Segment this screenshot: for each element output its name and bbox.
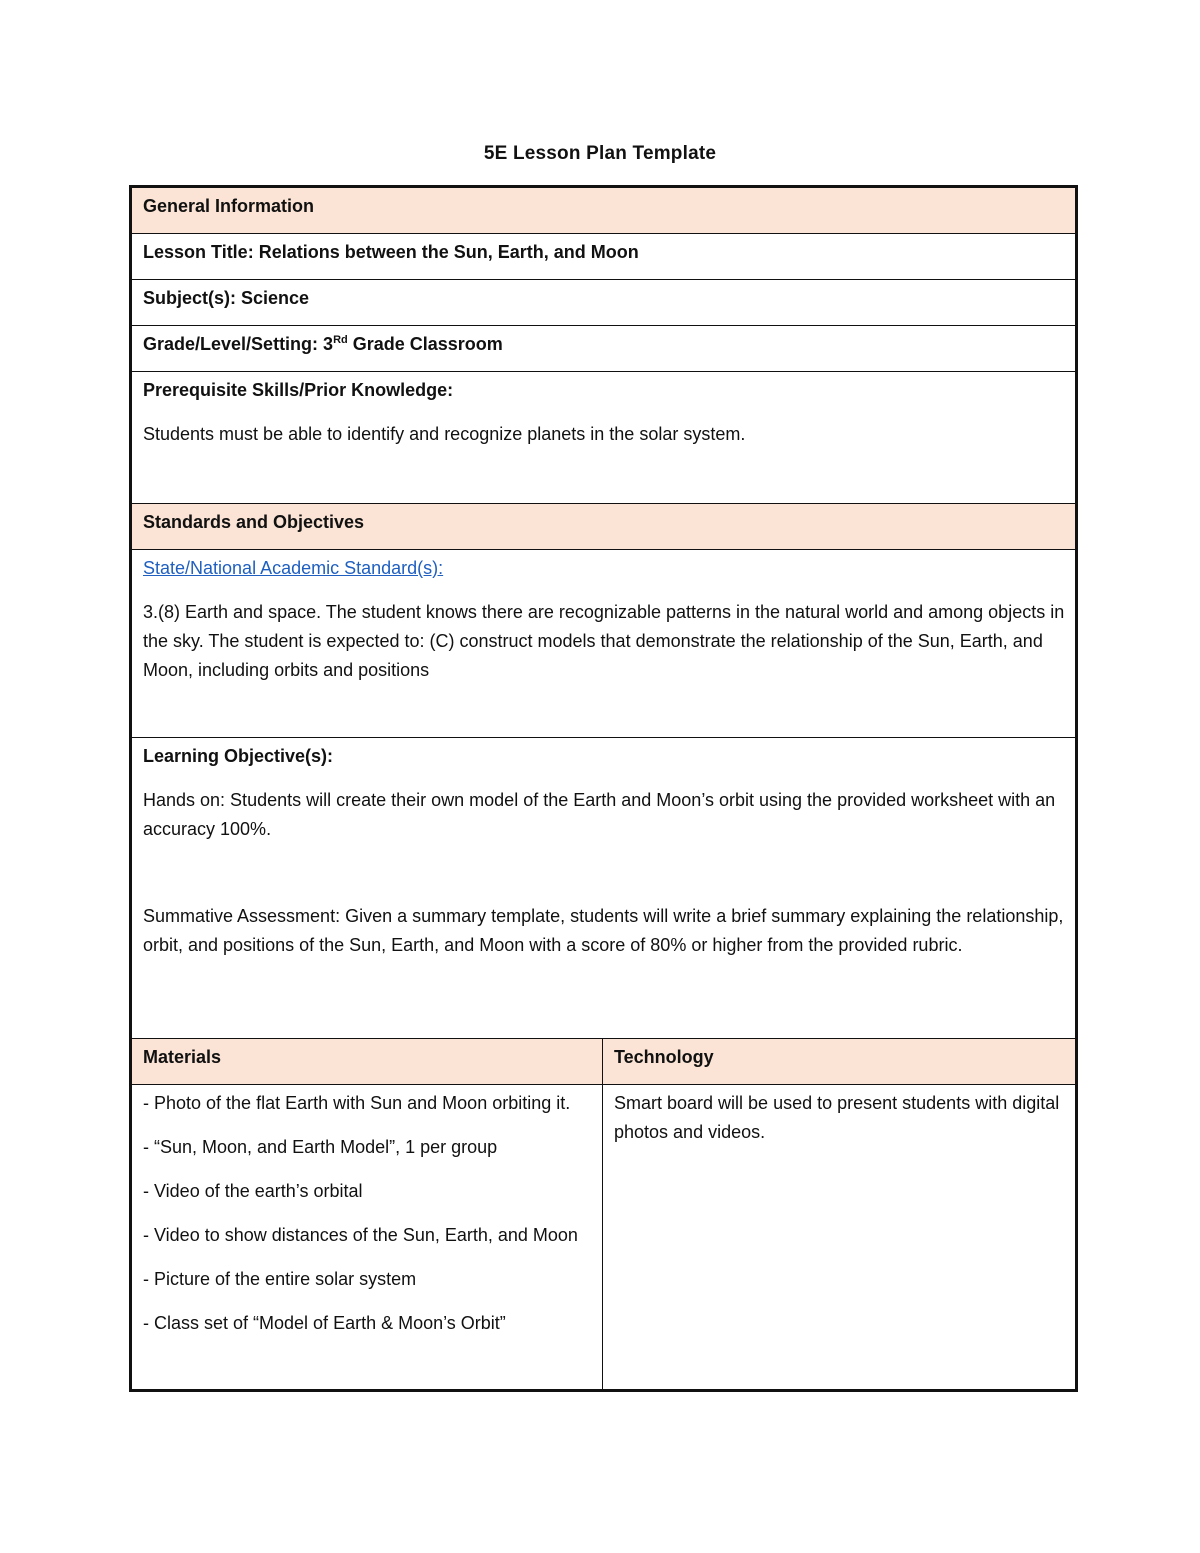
standard-cell [131,550,1077,738]
learning-objectives-row [131,738,1077,1039]
materials-cell [131,1085,603,1391]
lesson-plan-table [129,185,1078,1392]
lesson-title-row [131,234,1077,280]
academic-standard-link[interactable]: State/National Academic Standard(s): [143,558,444,578]
standards-heading: Standards and Objectives [131,504,1077,550]
hands-on-objective: Hands on: Students will create their own model of the Earth and Moon’s orbit using the provided worksheet with an accuracy 100%. [143,790,1056,839]
grade-row [131,326,1077,372]
standard-text: 3.(8) Earth and space. The student knows there are recognizable patterns in the natural world and among objects in the sky. The student is expected to: (C) construct models that demonstrate the relationship of the Sun, Earth, and Moon, including orbits and positions [143,602,1065,680]
subjects: Subject(s): Science [131,280,1077,326]
standard-row [131,550,1077,738]
material-item: - Video of the earth’s orbital [143,1181,363,1201]
page-title: 5E Lesson Plan Template [483,143,717,164]
material-item: - Picture of the entire solar system [143,1269,417,1289]
grade-prefix: Grade/Level/Setting: 3 [143,334,334,354]
prerequisite-label: Prerequisite Skills/Prior Knowledge: [143,380,454,400]
lesson-title: Lesson Title: Relations between the Sun, Earth, and Moon [131,234,1077,280]
material-item: - Class set of “Model of Earth & Moon’s Orbit” [143,1313,506,1333]
material-item: - “Sun, Moon, and Earth Model”, 1 per group [143,1137,498,1157]
materials-technology-header-row [131,1039,1077,1085]
grade-level-setting [131,326,1077,372]
general-information-header-row [131,187,1077,234]
technology-heading: Technology [603,1039,1077,1085]
grade-superscript: Rd [333,334,348,346]
material-item: - Photo of the flat Earth with Sun and Moon orbiting it. [143,1093,571,1113]
learning-objectives-cell [131,738,1077,1039]
subjects-row [131,280,1077,326]
learning-objective-label: Learning Objective(s): [143,746,334,766]
summative-assessment: Summative Assessment: Given a summary template, students will write a brief summary explaining the relationship, orbit, and positions of the Sun, Earth, and Moon with a score of 80% or higher from the provided rubric. [143,906,1064,955]
material-item: - Video to show distances of the Sun, Earth, and Moon [143,1225,578,1245]
standards-header-row [131,504,1077,550]
technology-cell [603,1085,1077,1391]
materials-heading: Materials [131,1039,603,1085]
materials-technology-row [131,1085,1077,1391]
prerequisite-cell [131,372,1077,504]
grade-suffix: Grade Classroom [347,334,503,354]
prerequisite-text: Students must be able to identify and recognize planets in the solar system. [143,424,746,444]
technology-text: Smart board will be used to present students with digital photos and videos. [614,1093,1060,1142]
prerequisite-row [131,372,1077,504]
general-information-heading: General Information [131,187,1077,234]
